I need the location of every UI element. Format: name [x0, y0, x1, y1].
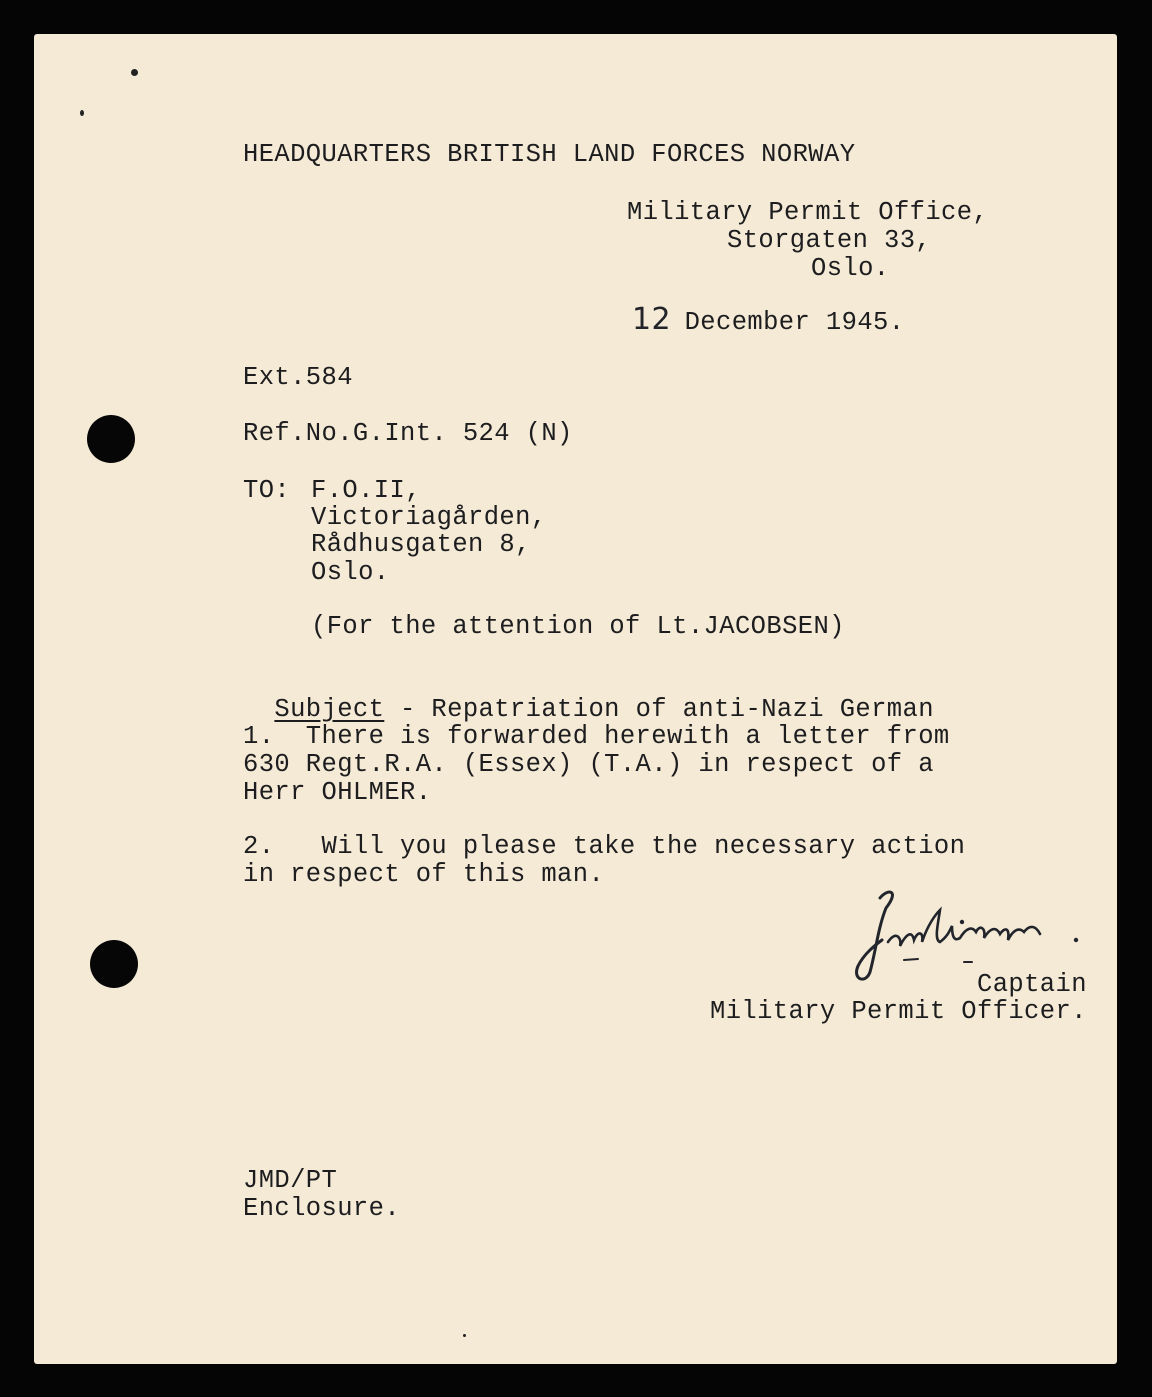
ink-speck: [131, 69, 138, 76]
punch-hole: [90, 940, 138, 988]
paragraph-2-line: in respect of this man.: [243, 860, 605, 889]
recipient-line: Victoriagården,: [311, 503, 547, 532]
paragraph-1-line: Herr OHLMER.: [243, 778, 432, 807]
recipient-line: Rådhusgaten 8,: [311, 530, 531, 559]
recipient-prefix: TO:: [243, 476, 291, 505]
attention-line: (For the attention of Lt.JACOBSEN): [311, 612, 845, 641]
signatory-rank: Captain: [977, 970, 1087, 999]
punch-hole: [87, 415, 135, 463]
recipient-line: Oslo.: [311, 558, 390, 587]
extension-number: Ext.584: [243, 363, 353, 392]
paragraph-2-line: 2. Will you please take the necessary action: [243, 832, 966, 861]
footer-enclosure: Enclosure.: [243, 1194, 401, 1223]
sender-address-line: Military Permit Office,: [627, 198, 989, 227]
paragraph-1-line: 630 Regt.R.A. (Essex) (T.A.) in respect of a: [243, 750, 934, 779]
subject-label: Subject: [274, 695, 385, 724]
subject-text: - Repatriation of anti-Nazi German: [384, 695, 934, 724]
date-day-handwritten: 12: [632, 302, 671, 337]
sender-address-line: Oslo.: [811, 254, 890, 283]
letterhead: HEADQUARTERS BRITISH LAND FORCES NORWAY: [243, 140, 856, 169]
recipient-line: F.O.II,: [311, 476, 421, 505]
paragraph-1-line: 1. There is forwarded herewith a letter from: [243, 722, 950, 751]
reference-number: Ref.No.G.Int. 524 (N): [243, 419, 573, 448]
date-month-year: December 1945.: [684, 308, 905, 337]
ink-speck: [80, 110, 84, 116]
letter-date: [632, 302, 905, 337]
sender-address-line: Storgaten 33,: [727, 226, 932, 255]
subject-line: [243, 668, 934, 724]
ink-speck: [463, 1334, 466, 1337]
footer-initials: JMD/PT: [243, 1166, 338, 1195]
signatory-title: Military Permit Officer.: [710, 997, 1087, 1026]
